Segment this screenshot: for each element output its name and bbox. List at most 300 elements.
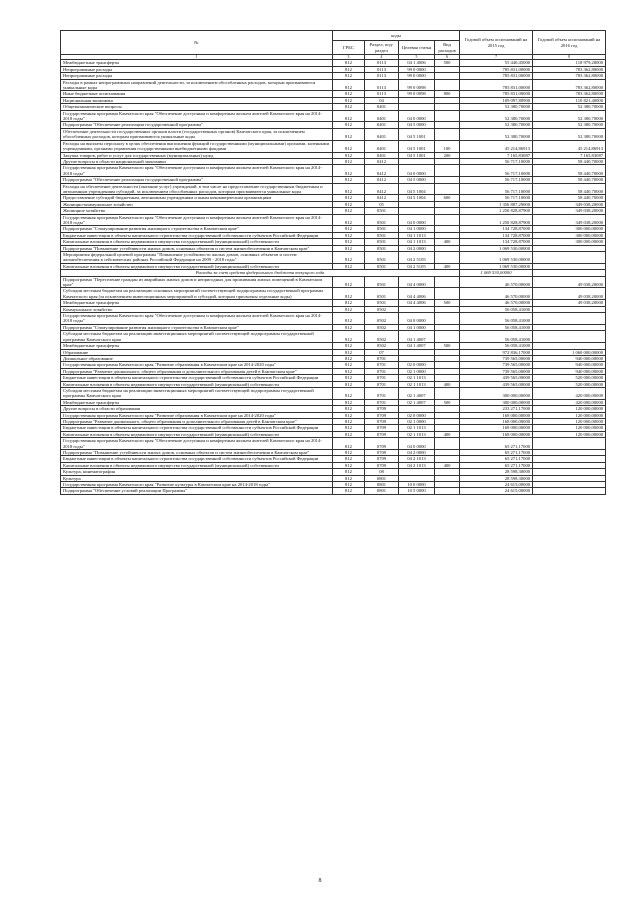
section-code: 0412: [365, 165, 399, 177]
expense-name: Капитальные вложения в объекты недвижимого имущества государственной (муниципальной) собственности: [61, 239, 333, 245]
amount-2016: 52 380,70000: [533, 122, 606, 128]
grbs-code: 812: [333, 343, 365, 349]
table-row: [61, 488, 606, 494]
grbs-code: 812: [333, 195, 365, 201]
section-code: 07: [365, 349, 399, 355]
amount-2015: 56 717,10000: [460, 158, 533, 164]
grbs-code: 812: [333, 288, 365, 300]
budget-table: [60, 30, 606, 495]
grbs-code: 812: [333, 252, 365, 264]
grbs-code: 812: [333, 482, 365, 488]
amount-2015: 46 570,00000: [460, 276, 533, 288]
amount-2015: 65 271,17000: [460, 450, 533, 456]
section-code: 0412: [365, 177, 399, 183]
section-code: 0709: [365, 406, 399, 412]
expense-name: Межбюджетные трансферты: [61, 343, 333, 349]
expense-type-code: [435, 183, 460, 195]
target-item-code: 04 0 0000: [399, 110, 435, 122]
amount-2015: 56 717,10000: [460, 177, 533, 183]
amount-2015: 785 831,00000: [460, 73, 533, 79]
section-code: 0501: [365, 226, 399, 232]
header-grbs: ГРБС: [333, 41, 365, 55]
amount-2015: 65 271,17000: [460, 462, 533, 468]
expense-type-code: 400: [435, 462, 460, 468]
section-code: 0401: [365, 104, 399, 110]
amount-2015: 1 069 530,00000: [460, 245, 533, 251]
amount-2016: [533, 313, 606, 325]
expense-type-code: [435, 165, 460, 177]
expense-type-code: [435, 438, 460, 450]
section-code: 0412: [365, 158, 399, 164]
expense-type-code: [435, 110, 460, 122]
grbs-code: 812: [333, 226, 365, 232]
amount-2016: 120 000,00000: [533, 412, 606, 418]
amount-2016: [533, 331, 606, 343]
amount-2016: 52 380,70000: [533, 104, 606, 110]
section-code: 0701: [365, 368, 399, 374]
amount-2016: 7 165,83087: [533, 152, 606, 158]
target-item-code: 04 2 5105: [399, 263, 435, 269]
section-code: 0412: [365, 183, 399, 195]
expense-name: Субсидии местным бюджетам на реализацию инвестиционных мероприятий соответствующей подпрограммы государственной программы Камчатского края: [61, 331, 333, 343]
expense-name: Подпрограмма "Развитие дошкольного, общего образования и дополнительного образования детей в Камчатском крае": [61, 418, 333, 424]
expense-type-code: [435, 252, 460, 264]
amount-2015: 168 000,00000: [460, 431, 533, 437]
table-row: [61, 183, 606, 195]
grbs-code: 812: [333, 475, 365, 481]
expense-name: Культура, кинематография: [61, 469, 333, 475]
section-code: 0501: [365, 239, 399, 245]
section-code: 0709: [365, 425, 399, 431]
amount-2016: 940 000,00000: [533, 368, 606, 374]
amount-2015: 52 380,70000: [460, 122, 533, 128]
expense-type-code: [435, 214, 460, 226]
section-code: 0501: [365, 300, 399, 306]
amount-2016: 118 979,28000: [533, 60, 606, 66]
grbs-code: 812: [333, 438, 365, 450]
target-item-code: 04 1 0000: [399, 324, 435, 330]
expense-type-code: 400: [435, 239, 460, 245]
amount-2015: 46 570,00000: [460, 288, 533, 300]
column-index: 8: [533, 55, 606, 60]
expense-name: Государственная программа Камчатского края "Обеспечение доступным и комфортным жильем жителей Камчатского края на 2014-2018 годы": [61, 165, 333, 177]
expense-name: Капитальные вложения в объекты недвижимого имущества государственной (муниципальной) собственности: [61, 263, 333, 269]
target-item-code: 04 4 4006: [399, 300, 435, 306]
grbs-code: 812: [333, 375, 365, 381]
column-index: 1: [61, 55, 333, 60]
amount-2016: 349 038,20000: [533, 208, 606, 214]
grbs-code: 812: [333, 60, 365, 66]
expense-type-code: 600: [435, 195, 460, 201]
expense-name: Межбюджетные трансферты: [61, 60, 333, 66]
expense-name: Расходы на выплаты персоналу в целях обеспечения выполнения функций государственными (муниципальными) органами, казенными учреждениями, органами управления государственными внебюджетными фондами: [61, 140, 333, 152]
column-index: 5: [399, 55, 435, 60]
section-code: 0501: [365, 263, 399, 269]
section-code: 0501: [365, 245, 399, 251]
amount-2016: 120 000,00000: [533, 418, 606, 424]
expense-name: Государственная программа Камчатского края "Развитие образования в Камчатском крае на 2014-2020 годы": [61, 362, 333, 368]
table-row: [61, 288, 606, 300]
amount-2015: 52 380,70000: [460, 110, 533, 122]
grbs-code: 812: [333, 355, 365, 361]
budget-document-page: [60, 30, 605, 495]
expense-name: Межбюджетные трансферты: [61, 300, 333, 306]
grbs-code: 812: [333, 79, 365, 91]
amount-2016: 349 038,20000: [533, 201, 606, 207]
section-code: 0501: [365, 208, 399, 214]
expense-name: Государственная программа Камчатского края "Обеспечение доступным и комфортным жильем жителей Камчатского края на 2014-2018 годы": [61, 313, 333, 325]
amount-2016: 45 214,86913: [533, 140, 606, 152]
target-item-code: 04 5 0000: [399, 177, 435, 183]
target-item-code: 04 2 0000: [399, 245, 435, 251]
note-text: Расходы за счет средств федерального бюджета текущего года: [61, 270, 460, 276]
expense-type-code: [435, 313, 460, 325]
amount-2016: 520 000,00000: [533, 381, 606, 387]
grbs-code: 812: [333, 349, 365, 355]
expense-type-code: 500: [435, 399, 460, 405]
amount-2016: 49 038,20000: [533, 276, 606, 288]
grbs-code: 812: [333, 104, 365, 110]
expense-name: Иные бюджетные ассигнования: [61, 91, 333, 97]
target-item-code: 04 5 1004: [399, 183, 435, 195]
amount-2015: 168 000,00000: [460, 412, 533, 418]
amount-2016: 300 000,00000: [533, 239, 606, 245]
expense-type-code: 400: [435, 381, 460, 387]
section-code: 08: [365, 469, 399, 475]
grbs-code: 812: [333, 425, 365, 431]
table-row: [61, 331, 606, 343]
amount-2015: 65 271,17000: [460, 438, 533, 450]
section-code: 0113: [365, 79, 399, 91]
target-item-code: 02 1 4007: [399, 387, 435, 399]
section-code: 0709: [365, 431, 399, 437]
amount-2016: 49 038,20000: [533, 288, 606, 300]
amount-2016: 58 440,70000: [533, 177, 606, 183]
expense-type-code: 400: [435, 263, 460, 269]
section-code: 0501: [365, 276, 399, 288]
table-row: [61, 438, 606, 450]
amount-2015: 134 728,87000: [460, 226, 533, 232]
target-item-code: 02 1 1013: [399, 381, 435, 387]
amount-2015: 56 058,41000: [460, 324, 533, 330]
amount-2015: 233 271,17000: [460, 406, 533, 412]
expense-name: Подпрограмма "Стимулирование развития жилищного строительства в Камчатском крае": [61, 324, 333, 330]
amount-2015: 56 058,41000: [460, 343, 533, 349]
amount-2015: 52 380,70000: [460, 104, 533, 110]
grbs-code: 812: [333, 331, 365, 343]
amount-2015: 109 097,80900: [460, 97, 533, 103]
amount-2016: 420 000,00000: [533, 387, 606, 399]
amount-2016: [533, 488, 606, 494]
section-code: 0709: [365, 418, 399, 424]
expense-type-code: 100: [435, 140, 460, 152]
amount-2016: 783 362,80000: [533, 91, 606, 97]
target-item-code: 04 5 1001: [399, 128, 435, 140]
amount-2016: 52 380,70000: [533, 110, 606, 122]
amount-2015: 56 717,10000: [460, 195, 533, 201]
target-item-code: 04 5 1001: [399, 140, 435, 152]
target-item-code: 99 0 0000: [399, 66, 435, 72]
amount-2016: 783 362,80000: [533, 73, 606, 79]
grbs-code: 812: [333, 97, 365, 103]
amount-2015: 28 598,30000: [460, 475, 533, 481]
expense-name: Жилищно-коммунальное хозяйство: [61, 201, 333, 207]
target-item-code: 10 0 0000: [399, 482, 435, 488]
target-item-code: 04 2 5105: [399, 252, 435, 264]
section-code: 0501: [365, 232, 399, 238]
amount-2015: 739 565,00000: [460, 362, 533, 368]
table-row: [61, 276, 606, 288]
grbs-code: 812: [333, 324, 365, 330]
target-item-code: 99 0 0000: [399, 73, 435, 79]
section-code: 0709: [365, 462, 399, 468]
expense-name: Государственная программа Камчатского края "Обеспечение доступным и комфортным жильем жителей Камчатского края на 2014-2018 годы": [61, 214, 333, 226]
amount-2015: 28 598,30000: [460, 469, 533, 475]
grbs-code: 812: [333, 158, 365, 164]
target-item-code: 04 4 4006: [399, 288, 435, 300]
grbs-code: 812: [333, 91, 365, 97]
expense-name: Национальная экономика: [61, 97, 333, 103]
target-item-code: 04 0 0000: [399, 438, 435, 450]
expense-name: Подпрограмма "Повышение устойчивости жилых домов, основных объектов и систем жизнеобеспечения в Камчатском крае": [61, 450, 333, 456]
grbs-code: 812: [333, 488, 365, 494]
section-code: 04: [365, 97, 399, 103]
grbs-code: 812: [333, 232, 365, 238]
grbs-code: 812: [333, 362, 365, 368]
header-section: Раздел, под-раздел: [365, 41, 399, 55]
target-item-code: 04 4 0000: [399, 276, 435, 288]
amount-2015: 300 000,00000: [460, 387, 533, 399]
grbs-code: 812: [333, 122, 365, 128]
target-item-code: 04 1 0000: [399, 226, 435, 232]
section-code: 0501: [365, 252, 399, 264]
grbs-code: 812: [333, 412, 365, 418]
table-row: [61, 165, 606, 177]
target-item-code: 04 5 1004: [399, 195, 435, 201]
grbs-code: 812: [333, 73, 365, 79]
amount-2015: 168 000,00000: [460, 418, 533, 424]
amount-2015: 56 058,41000: [460, 331, 533, 343]
section-code: 0401: [365, 140, 399, 152]
section-code: 0401: [365, 110, 399, 122]
section-code: 05: [365, 201, 399, 207]
amount-2016: 58 440,70000: [533, 165, 606, 177]
section-code: 0401: [365, 122, 399, 128]
grbs-code: 812: [333, 431, 365, 437]
table-row: [61, 79, 606, 91]
column-index: 3: [333, 55, 365, 60]
section-code: 0113: [365, 91, 399, 97]
section-code: 0401: [365, 128, 399, 140]
header-year-2016: Годовой объем ассигнований на 2016 год: [533, 31, 606, 55]
grbs-code: 812: [333, 177, 365, 183]
amount-2015: 1 069 530,00000: [460, 263, 533, 269]
grbs-code: 812: [333, 300, 365, 306]
header-codes: коды: [333, 31, 460, 41]
amount-2015: 1 250 828,87900: [460, 214, 533, 226]
section-code: 0701: [365, 375, 399, 381]
expense-type-code: 500: [435, 60, 460, 66]
section-code: 0502: [365, 331, 399, 343]
section-code: 0501: [365, 288, 399, 300]
section-code: 0709: [365, 456, 399, 462]
target-item-code: 02 0 0000: [399, 362, 435, 368]
table-row: [61, 214, 606, 226]
grbs-code: 812: [333, 276, 365, 288]
grbs-code: 812: [333, 399, 365, 405]
amount-2016: 520 000,00000: [533, 375, 606, 381]
section-code: 0501: [365, 214, 399, 226]
amount-2015: 52 380,70000: [460, 128, 533, 140]
amount-2015: 134 728,87000: [460, 239, 533, 245]
grbs-code: 812: [333, 313, 365, 325]
amount-2016: 940 000,00000: [533, 355, 606, 361]
target-item-code: 02 1 4007: [399, 399, 435, 405]
amount-2015: 55 440,45000: [460, 60, 533, 66]
column-index: 4: [365, 55, 399, 60]
amount-2015: 1 250 828,87900: [460, 208, 533, 214]
section-code: 0113: [365, 60, 399, 66]
target-item-code: 02 1 0000: [399, 368, 435, 374]
amount-2016: 783 362,80000: [533, 66, 606, 72]
grbs-code: 812: [333, 140, 365, 152]
grbs-code: 812: [333, 214, 365, 226]
amount-2015: 1 069 530,00000: [460, 270, 533, 276]
expense-name: Бюджетные инвестиции в объекты капитального строительства государственной собственности субъектов Российской Федерации: [61, 375, 333, 381]
grbs-code: 812: [333, 152, 365, 158]
grbs-code: 812: [333, 450, 365, 456]
section-code: 0701: [365, 362, 399, 368]
grbs-code: 812: [333, 239, 365, 245]
target-item-code: 04 2 0000: [399, 450, 435, 456]
section-code: 0113: [365, 66, 399, 72]
amount-2015: 739 565,00000: [460, 355, 533, 361]
expense-type-code: [435, 79, 460, 91]
target-item-code: 04 5 1001: [399, 152, 435, 158]
column-index: 7: [460, 55, 533, 60]
expense-name: Подпрограмма "Развитие дошкольного, общего образования и дополнительного образования детей в Камчатском крае": [61, 368, 333, 374]
target-item-code: 04 1 4007: [399, 343, 435, 349]
grbs-code: 812: [333, 306, 365, 312]
target-item-code: 02 1 1013: [399, 425, 435, 431]
section-code: 0502: [365, 324, 399, 330]
expense-name: Расходы в рамках непрограммных направлений деятельности, за исключением обособленных расходов, которым присваиваются уникальные коды: [61, 79, 333, 91]
amount-2016: 120 000,00000: [533, 425, 606, 431]
amount-2016: 783 362,80000: [533, 79, 606, 91]
amount-2016: 300 000,00000: [533, 226, 606, 232]
target-item-code: 02 1 1013: [399, 431, 435, 437]
expense-name: Подпрограмма "Повышение устойчивости жилых домов, основных объектов и систем жизнеобеспечения в Камчатском крае": [61, 245, 333, 251]
expense-name: Жилищное хозяйство: [61, 208, 333, 214]
section-code: 0801: [365, 488, 399, 494]
target-item-code: 99 0 0098: [399, 91, 435, 97]
amount-2015: 134 728,87000: [460, 232, 533, 238]
target-item-code: 10 5 0000: [399, 488, 435, 494]
amount-2015: 1 069 530,00000: [460, 252, 533, 264]
amount-2016: 940 000,00000: [533, 362, 606, 368]
expense-name: Государственная программа Камчатского края "Обеспечение доступным и комфортным жильем жителей Камчатского края на 2014-2018 годы": [61, 110, 333, 122]
amount-2015: 439 565,00000: [460, 381, 533, 387]
expense-name: Капитальные вложения в объекты недвижимого имущества государственной (муниципальной) собственности: [61, 431, 333, 437]
expense-name: Подпрограмма "Переселение граждан из аварийных жилых домов и непригодных для проживания жилых помещений в Камчатском крае": [61, 276, 333, 288]
grbs-code: 812: [333, 456, 365, 462]
target-item-code: 04 1 1013: [399, 232, 435, 238]
amount-2015: 300 000,00000: [460, 399, 533, 405]
table-row: [61, 110, 606, 122]
expense-type-code: [435, 288, 460, 300]
expense-type-code: [435, 488, 460, 494]
section-code: 0801: [365, 482, 399, 488]
amount-2016: [533, 438, 606, 450]
section-code: 0801: [365, 475, 399, 481]
amount-2016: 120 000,00000: [533, 406, 606, 412]
grbs-code: 812: [333, 201, 365, 207]
expense-name: Бюджетные инвестиции в объекты капитального строительства государственной собственности субъектов Российской Федерации: [61, 232, 333, 238]
expense-name: Непрограммные расходы: [61, 66, 333, 72]
table-row: [61, 140, 606, 152]
header-expense-type: Вид расходов: [435, 41, 460, 55]
expense-type-code: [435, 331, 460, 343]
grbs-code: 812: [333, 462, 365, 468]
amount-2015: 168 000,00000: [460, 425, 533, 431]
table-row: [61, 387, 606, 399]
amount-2015: 56 717,10000: [460, 165, 533, 177]
expense-type-code: 800: [435, 91, 460, 97]
expense-name: Дошкольное образование: [61, 355, 333, 361]
expense-type-code: 400: [435, 431, 460, 437]
amount-2016: [533, 252, 606, 264]
header-number: №: [61, 31, 333, 55]
expense-type-code: [435, 276, 460, 288]
amount-2015: 24 615,00000: [460, 488, 533, 494]
amount-2015: 7 165,83087: [460, 152, 533, 158]
expense-name: Расходы на обеспечение деятельности (оказание услуг) учреждений, в том числе на предоставление государственным бюджетным и автономным учреждениям субсидий, за исключением обособленных расходов, которым присваиваются уникальные коды: [61, 183, 333, 195]
grbs-code: 812: [333, 263, 365, 269]
section-code: 0701: [365, 355, 399, 361]
expense-name: Другие вопросы в области образования: [61, 406, 333, 412]
amount-2015: 45 214,86913: [460, 140, 533, 152]
table-row: [61, 128, 606, 140]
amount-2016: 1 060 000,00000: [533, 349, 606, 355]
section-code: 0401: [365, 152, 399, 158]
expense-name: Субсидии местным бюджетам на реализацию основных мероприятий соответствующей подпрограммы государственной программы Камчатского края (за исключением инвестиционных мероприятий и субсидий, которым присвоены отдельные коды): [61, 288, 333, 300]
grbs-code: 812: [333, 110, 365, 122]
expense-name: Культура: [61, 475, 333, 481]
section-code: 0113: [365, 73, 399, 79]
expense-type-code: [435, 387, 460, 399]
target-item-code: 04 1 4006: [399, 60, 435, 66]
amount-2016: 58 440,70000: [533, 183, 606, 195]
amount-2015: 439 565,00000: [460, 375, 533, 381]
target-item-code: 04 2 1013: [399, 462, 435, 468]
target-item-code: 04 2 1013: [399, 456, 435, 462]
table-row: [61, 252, 606, 264]
expense-name: Непрограммные расходы: [61, 73, 333, 79]
section-code: 0502: [365, 343, 399, 349]
amount-2015: 56 058,41000: [460, 306, 533, 312]
amount-2015: 785 831,00000: [460, 91, 533, 97]
amount-2016: 420 000,00000: [533, 399, 606, 405]
expense-name: Капитальные вложения в объекты недвижимого имущества государственной (муниципальной) собственности: [61, 462, 333, 468]
grbs-code: 812: [333, 469, 365, 475]
amount-2016: 120 000,00000: [533, 431, 606, 437]
amount-2015: 56 058,41000: [460, 313, 533, 325]
grbs-code: 812: [333, 406, 365, 412]
expense-type-code: 200: [435, 152, 460, 158]
expense-name: Общеэкономические вопросы: [61, 104, 333, 110]
page-number: 8: [318, 878, 322, 884]
expense-type-code: [435, 128, 460, 140]
